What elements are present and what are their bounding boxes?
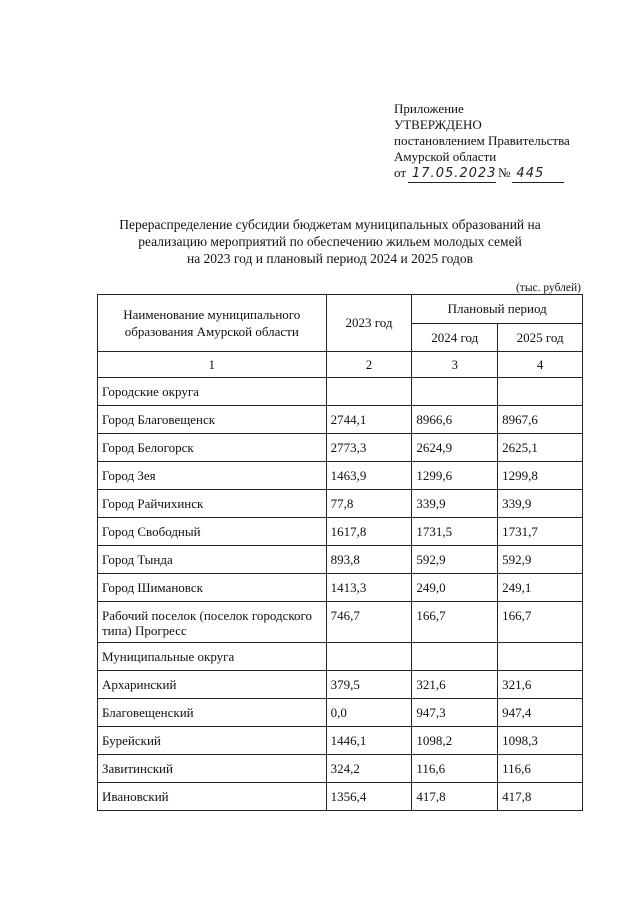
row-name: Муниципальные округа: [98, 643, 327, 671]
title-line-3: на 2023 год и плановый период 2024 и 2025 годов: [186, 251, 474, 266]
row-name: Архаринский: [98, 671, 327, 699]
row-name: Город Белогорск: [98, 434, 327, 462]
table-row: [98, 602, 583, 643]
value-2025: 1098,3: [498, 727, 583, 755]
resolution-label: постановлением Правительства: [394, 133, 570, 148]
row-name: Город Свободный: [98, 518, 327, 546]
value-2023: 77,8: [326, 490, 412, 518]
value-2025: 116,6: [498, 755, 583, 783]
col-number-3: 3: [412, 352, 498, 378]
value-2024: 1299,6: [412, 462, 498, 490]
table-row: [98, 699, 583, 727]
header-name: Наименование муниципального образования Амурской области: [98, 295, 327, 352]
region-label: Амурской области: [394, 149, 497, 164]
value-2024: 947,3: [412, 699, 498, 727]
header-planned-period: Плановый период: [412, 295, 583, 324]
number-prefix: №: [498, 165, 511, 180]
table-row: [98, 727, 583, 755]
table-row: [98, 462, 583, 490]
row-name: Город Благовещенск: [98, 406, 327, 434]
value-2025: 1731,7: [498, 518, 583, 546]
value-2024: 8966,6: [412, 406, 498, 434]
document-title: [60, 216, 600, 267]
value-2023: 0,0: [326, 699, 412, 727]
value-2025: 339,9: [498, 490, 583, 518]
value-2024: 2624,9: [412, 434, 498, 462]
header-2025: 2025 год: [498, 324, 583, 352]
col-number-4: 4: [498, 352, 583, 378]
appendix-label: Приложение: [394, 101, 464, 116]
handwritten-number: 445: [512, 166, 564, 183]
value-2024: [412, 643, 498, 671]
value-2023: 379,5: [326, 671, 412, 699]
row-name: Рабочий поселок (поселок городского типа) Прогресс: [98, 602, 327, 643]
table-row: [98, 490, 583, 518]
value-2024: [412, 378, 498, 406]
table-row: [98, 671, 583, 699]
value-2024: 339,9: [412, 490, 498, 518]
value-2023: 1617,8: [326, 518, 412, 546]
value-2025: 8967,6: [498, 406, 583, 434]
table-row: [98, 643, 583, 671]
date-number-line: [394, 165, 570, 183]
table-row: [98, 546, 583, 574]
value-2023: 893,8: [326, 546, 412, 574]
value-2023: [326, 378, 412, 406]
units-label: (тыс. рублей): [515, 282, 581, 294]
value-2025: 166,7: [498, 602, 583, 643]
value-2023: 746,7: [326, 602, 412, 643]
value-2024: 1731,5: [412, 518, 498, 546]
value-2025: 2625,1: [498, 434, 583, 462]
value-2023: 2773,3: [326, 434, 412, 462]
row-name: Бурейский: [98, 727, 327, 755]
row-name: Город Тында: [98, 546, 327, 574]
value-2025: [498, 378, 583, 406]
value-2025: 417,8: [498, 783, 583, 811]
value-2024: 592,9: [412, 546, 498, 574]
table-row: [98, 406, 583, 434]
value-2024: 166,7: [412, 602, 498, 643]
value-2025: 321,6: [498, 671, 583, 699]
header-2023: 2023 год: [326, 295, 412, 352]
title-line-2: реализацию мероприятий по обеспечению жильем молодых семей: [138, 234, 522, 249]
handwritten-date: 17.05.2023: [408, 166, 496, 183]
value-2023: 1356,4: [326, 783, 412, 811]
row-name: Благовещенский: [98, 699, 327, 727]
value-2025: 947,4: [498, 699, 583, 727]
value-2024: 417,8: [412, 783, 498, 811]
table-row: [98, 434, 583, 462]
value-2023: 1446,1: [326, 727, 412, 755]
subsidy-table: [97, 294, 583, 811]
value-2024: 1098,2: [412, 727, 498, 755]
col-number-1: 1: [98, 352, 327, 378]
row-name: Город Райчихинск: [98, 490, 327, 518]
table-row: [98, 783, 583, 811]
appendix-block: [394, 101, 570, 183]
table-row: [98, 755, 583, 783]
value-2025: [498, 643, 583, 671]
value-2024: 321,6: [412, 671, 498, 699]
table-row: [98, 574, 583, 602]
value-2025: 592,9: [498, 546, 583, 574]
row-name: Город Зея: [98, 462, 327, 490]
value-2023: 1413,3: [326, 574, 412, 602]
approved-label: УТВЕРЖДЕНО: [394, 117, 482, 132]
table-row: [98, 518, 583, 546]
value-2023: [326, 643, 412, 671]
value-2023: 2744,1: [326, 406, 412, 434]
date-prefix: от: [394, 165, 407, 180]
row-name: Ивановский: [98, 783, 327, 811]
value-2023: 324,2: [326, 755, 412, 783]
title-line-1: Перераспределение субсидии бюджетам муниципальных образований на: [119, 217, 541, 232]
value-2025: 249,1: [498, 574, 583, 602]
row-name: Город Шимановск: [98, 574, 327, 602]
row-name: Городские округа: [98, 378, 327, 406]
value-2024: 249,0: [412, 574, 498, 602]
col-number-2: 2: [326, 352, 412, 378]
value-2025: 1299,8: [498, 462, 583, 490]
header-2024: 2024 год: [412, 324, 498, 352]
value-2023: 1463,9: [326, 462, 412, 490]
row-name: Завитинский: [98, 755, 327, 783]
table-row: [98, 378, 583, 406]
value-2024: 116,6: [412, 755, 498, 783]
